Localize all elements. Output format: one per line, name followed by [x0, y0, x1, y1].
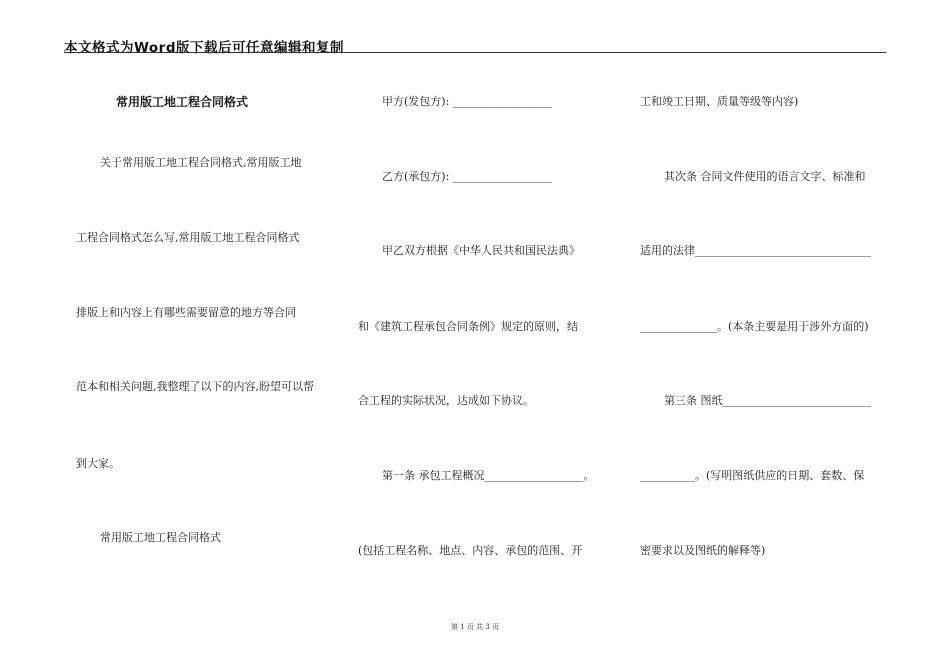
col1-line-3: 排版上和内容上有哪些需要留意的地方等合同	[76, 306, 296, 319]
col1-line-2: 工程合同格式怎么写,常用版工地工程合同格式	[76, 231, 300, 244]
document-title: 常用版工地工程合同格式	[116, 95, 249, 109]
col2-line-3: 甲乙双方根据《中华人民共和国民法典》	[382, 244, 580, 257]
col2-line-6: 第一条 承包工程概况__________________。	[382, 469, 595, 482]
header-divider	[64, 52, 886, 53]
col1-line-6: 常用版工地工程合同格式	[100, 531, 221, 544]
document-header-title: 本文格式为Word版下载后可任意编辑和复制	[64, 40, 345, 56]
col3-line-3: 适用的法律________________________________	[640, 244, 871, 257]
col1-line-4: 范本和相关问题,我整理了以下的内容,盼望可以帮	[76, 380, 314, 393]
col1-line-5: 到大家。	[76, 457, 120, 470]
page-number: 第 1 页 共 3 页	[450, 623, 500, 631]
col2-line-4: 和《建筑工程承包合同条例》规定的原则，结	[358, 320, 578, 333]
col3-line-5: 第三条 图纸___________________________	[664, 394, 871, 407]
col3-line-2: 其次条 合同文件使用的语言文字、标准和	[664, 170, 866, 183]
col2-line-2: 乙方(承包方): __________________	[382, 170, 552, 183]
col3-line-1: 工和竣工日期、质量等级等内容)	[640, 95, 799, 108]
col2-line-7: (包括工程名称、地点、内容、承包的范围、开	[358, 544, 583, 557]
col1-line-1: 关于常用版工地工程合同格式,常用版工地	[100, 156, 302, 169]
col2-line-5: 合工程的实际状况，达成如下协议。	[358, 394, 534, 407]
col3-line-7: 密要求以及图纸的解释等)	[640, 544, 766, 557]
col3-line-6: __________。(写明图纸供应的日期、套数、保	[640, 469, 865, 482]
col3-line-4: ______________。(本条主要是用于涉外方面的)	[640, 320, 869, 333]
col2-line-1: 甲方(发包方): __________________	[382, 95, 552, 108]
